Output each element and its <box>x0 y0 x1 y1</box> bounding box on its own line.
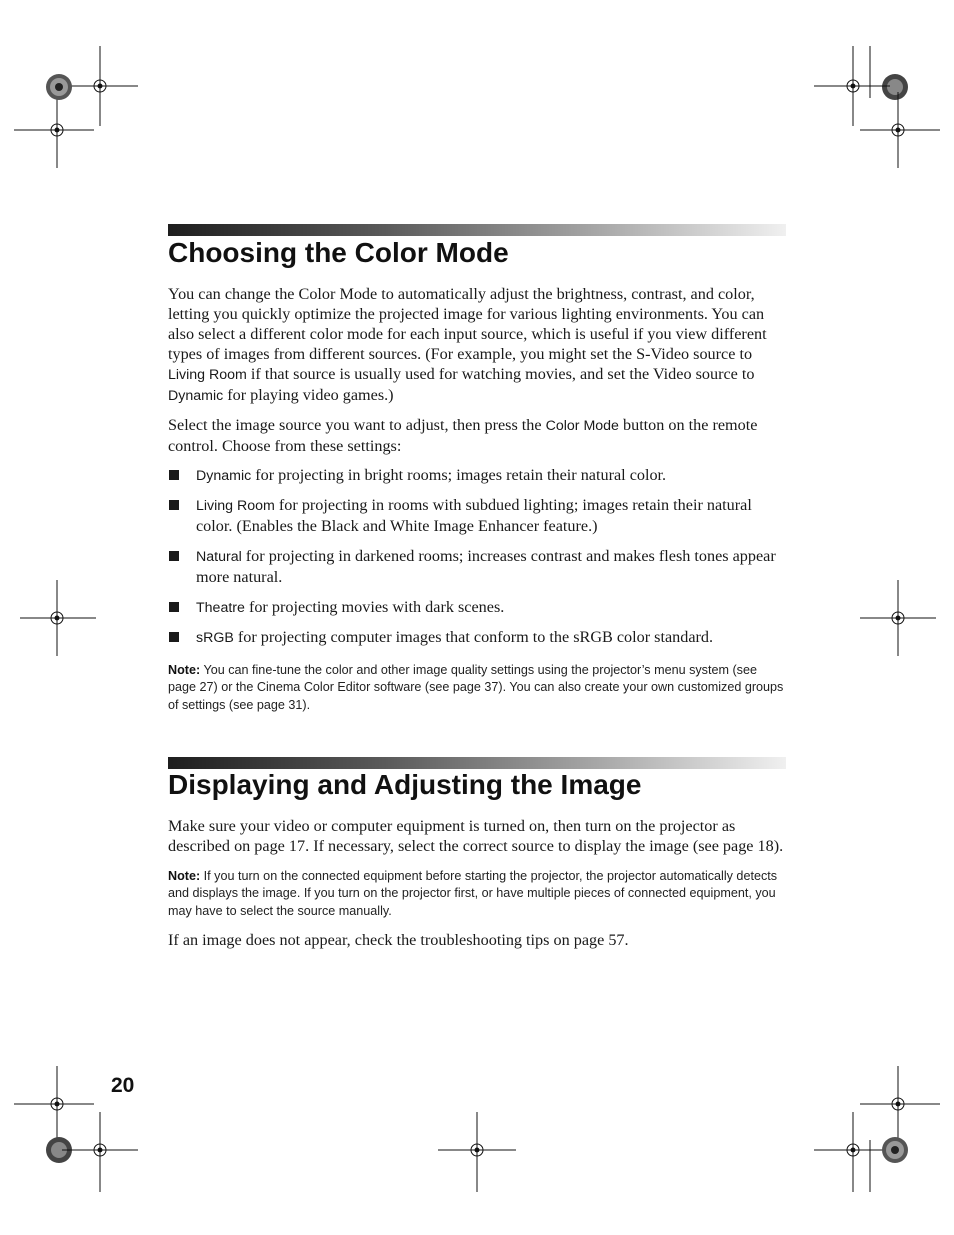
note-text: You can fine-tune the color and other image quality settings using the projector’s menu system (see page 27) or the Cinema Color Editor software (see page 37). You can also create your own customized groups of settings (see page 31). <box>168 663 784 712</box>
color-mode-description: for projecting movies with dark scenes. <box>244 598 505 616</box>
color-mode-description: for projecting in rooms with subdued lighting; images retain their natural color. (Enables the Black and White Image Enhancer feature.) <box>196 496 752 535</box>
ui-term: Living Room <box>168 367 247 383</box>
crosshair-mark-bottom-right-outer <box>860 1066 940 1146</box>
crosshair-mark-top-right-outer <box>860 92 940 172</box>
color-mode-description: for projecting in darkened rooms; increases contrast and makes flesh tones appear more natural. <box>196 547 776 586</box>
list-item <box>168 546 786 587</box>
page-number: 20 <box>111 1074 135 1097</box>
intro-paragraph: Make sure your video or computer equipment is turned on, then turn on the projector as described on page 17. If necessary, select the correct source to display the image (see page 18). <box>168 817 784 855</box>
square-bullet-icon <box>169 551 179 561</box>
troubleshooting-paragraph: If an image does not appear, check the troubleshooting tips on page 57. <box>168 930 629 949</box>
square-bullet-icon <box>169 602 179 612</box>
note-displaying-image <box>168 868 786 920</box>
section-heading-color-mode: Choosing the Color Mode <box>168 237 509 268</box>
note-label: Note: <box>168 663 201 677</box>
color-mode-description: for projecting in bright rooms; images retain their natural color. <box>251 466 667 484</box>
square-bullet-icon <box>169 500 179 510</box>
section-body-displaying-image <box>168 816 786 950</box>
intro-paragraph <box>168 284 786 406</box>
section-body-color-mode <box>168 284 786 714</box>
starburst-mark-bottom-right <box>881 1136 909 1164</box>
note-text: If you turn on the connected equipment before starting the projector, the projector automatically detects and displays the image. If you turn on the projector first, or have multiple pieces of connected equipment, you may have to select the source manually. <box>168 869 778 918</box>
color-mode-name: Natural <box>196 549 242 565</box>
select-source-paragraph <box>168 415 786 456</box>
crosshair-mark-bottom-center <box>438 1112 518 1192</box>
body-text: Select the image source you want to adjust, then press the <box>168 416 546 434</box>
list-item <box>168 597 786 618</box>
color-mode-name: sRGB <box>196 630 234 646</box>
list-item <box>168 627 786 648</box>
body-text: button on the remote control. Choose from these settings: <box>168 416 758 455</box>
color-mode-name: Theatre <box>196 600 245 616</box>
body-text: for playing video games.) <box>223 386 394 404</box>
note-color-mode <box>168 662 786 714</box>
body-text: if that source is usually used for watching movies, and set the Video source to <box>246 365 755 383</box>
ui-term: Color Mode <box>545 418 619 434</box>
square-bullet-icon <box>169 632 179 642</box>
crosshair-mark-middle-left <box>20 580 96 656</box>
crosshair-mark-middle-right <box>860 580 936 656</box>
color-mode-description: for projecting computer images that conform to the sRGB color standard. <box>233 628 714 646</box>
crosshair-mark-top-left-outer <box>14 92 94 172</box>
list-item <box>168 465 786 486</box>
color-mode-name: Dynamic <box>196 468 252 484</box>
section-heading-displaying-image: Displaying and Adjusting the Image <box>168 769 642 800</box>
body-text: You can change the Color Mode to automatically adjust the brightness, contrast, and color, letting you quickly optimize the projected image for various lighting environments. You can also select a different color mode for each input source, which is useful if you view different types of images from different sources. (For example, you might set the S-Video source to <box>168 285 767 363</box>
color-mode-name: Living Room <box>196 498 275 514</box>
list-item <box>168 495 786 536</box>
color-mode-list <box>168 465 786 648</box>
note-label: Note: <box>168 869 201 883</box>
starburst-mark-top-left <box>45 73 73 101</box>
square-bullet-icon <box>169 470 179 480</box>
section-divider-bar <box>168 224 786 236</box>
crosshair-mark-bottom-left-inner <box>62 1112 142 1192</box>
ui-term: Dynamic <box>168 388 224 404</box>
